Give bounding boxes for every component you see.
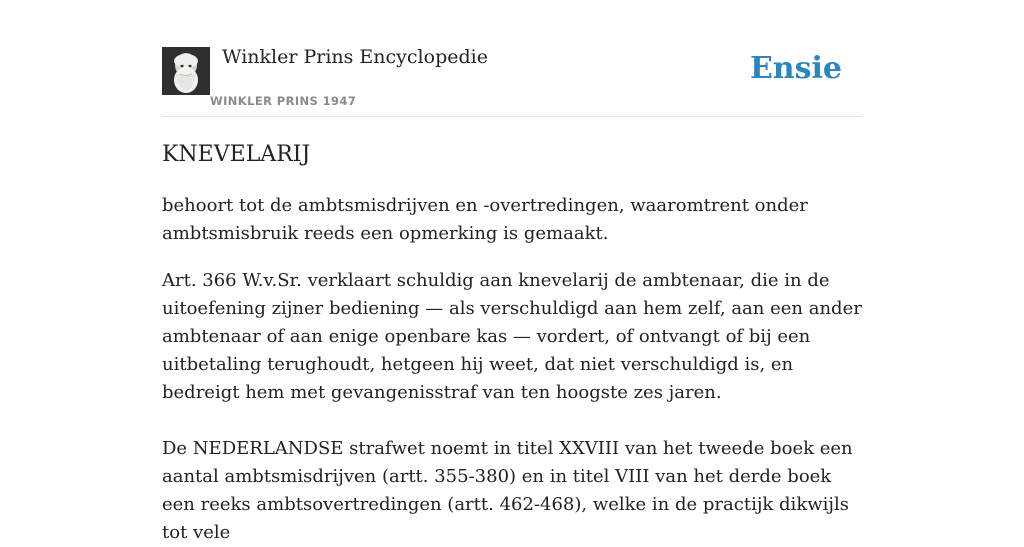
article-title: KNEVELARIJ bbox=[162, 142, 311, 167]
ensie-logo[interactable]: Ensie bbox=[749, 51, 842, 86]
edition-label[interactable]: WINKLER PRINS 1947 bbox=[210, 94, 357, 108]
article bbox=[162, 140, 862, 547]
bearded-man-portrait-icon bbox=[162, 47, 210, 95]
author-avatar[interactable] bbox=[162, 47, 210, 95]
article-paragraph: behoort tot de ambtsmisdrijven en -overtredingen, waaromtrent onder ambtsmisbruik reeds een opmerking is gemaakt. bbox=[162, 195, 808, 244]
article-paragraph: Art. 366 W.v.Sr. verklaart schuldig aan knevelarij de ambtenaar, die in de uitoefening zijner bediening — als verschuldigd aan hem zelf, aan een ander ambtenaar of aan enige openbare kas — vordert, of ontvangt of bij een uitbetaling terughoudt, hetgeen hij weet, dat niet verschuldigd is, en bedreigt hem met gevangenisstraf van ten hoogste zes jaren. bbox=[162, 270, 862, 403]
article-paragraph: De NEDERLANDSE strafwet noemt in titel XXVIII van het tweede boek een aantal ambtsmisdrijven (artt. 355-380) en in titel VIII van het derde boek een reeks ambtsovertredingen (artt. 462-468), welke in de practijk dikwijls tot vele bbox=[162, 438, 853, 543]
site-header bbox=[162, 0, 862, 117]
site-title[interactable]: Winkler Prins Encyclopedie bbox=[222, 46, 488, 68]
